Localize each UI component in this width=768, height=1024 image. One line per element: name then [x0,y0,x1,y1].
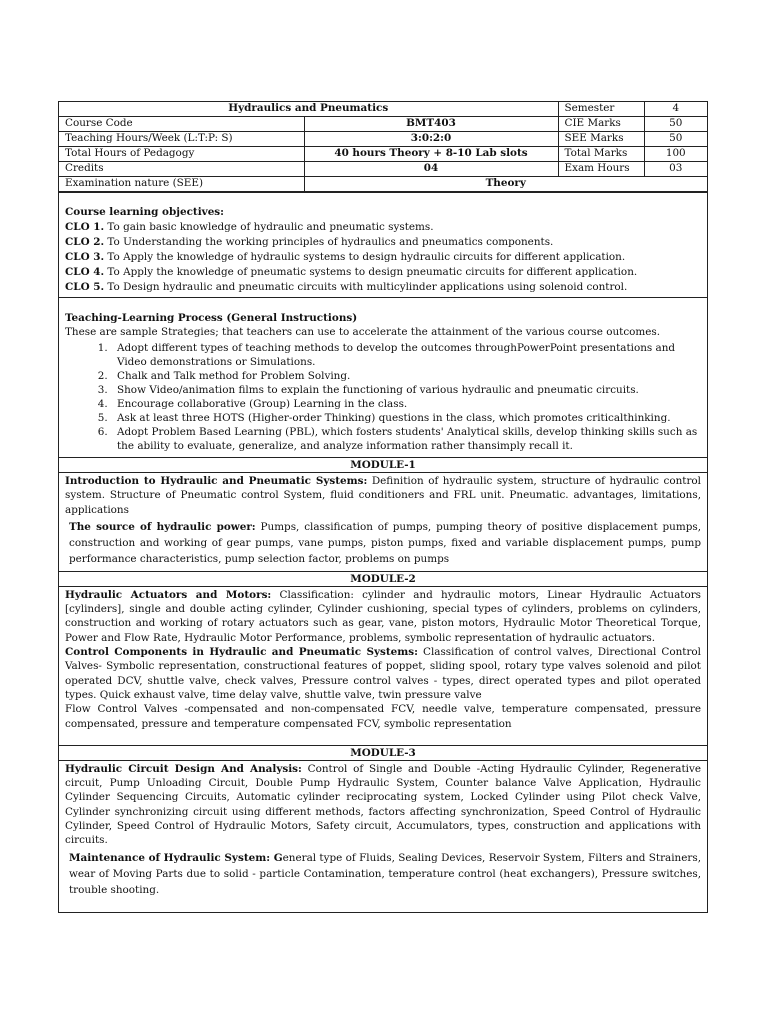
marks-label: Exam Hours [558,162,644,177]
topic-title: Maintenance of Hydraulic System: G [69,851,283,864]
teaching-heading: Teaching-Learning Process (General Instructions) [65,312,358,324]
marks-label: SEE Marks [558,132,644,147]
module-2-heading: MODULE-2 [59,571,707,586]
topic-title: Introduction to Hydraulic and Pneumatic Systems: [65,475,368,487]
syllabus-sheet [58,101,708,913]
marks-value: 03 [644,162,707,177]
topic-text: Definition of hydraulic system, structure of hydraulic control system. Structure of Pneumatic control System, fluid conditioners and FRL unit. Pneumatic. advantages, limitations, applications [65,475,701,516]
info-row [59,147,707,162]
topic-title: Hydraulic Circuit Design And Analysis: [65,762,302,775]
module-paragraph [65,588,701,645]
module-1-content [59,472,707,571]
info-label: Teaching Hours/Week (L:T:P: S) [59,132,304,147]
objective-code: CLO 3. [65,251,105,263]
course-objectives-section [59,192,707,297]
strategy-item: 4. Encourage collaborative (Group) Learning in the class. [111,397,701,411]
objective-item [65,235,701,250]
topic-title: The source of hydraulic power: [69,520,256,533]
info-label: Course Code [59,117,304,132]
exam-nature-value: Theory [304,177,707,192]
marks-label: CIE Marks [558,117,644,132]
semester-label: Semester [558,102,644,117]
course-info-table [59,102,707,192]
course-title: Hydraulics and Pneumatics [59,102,558,117]
module-3-heading: MODULE-3 [59,745,707,760]
exam-nature-row [59,177,707,192]
strategy-item: 6. Adopt Problem Based Learning (PBL), which fosters students' Analytical skills, develop thinking skills such as the ability to evaluate, generalize, and analyze information rather thansimply recall it. [111,425,701,453]
info-row [59,117,707,132]
objective-text: To gain basic knowledge of hydraulic and pneumatic systems. [104,221,434,233]
strategy-item: 3. Show Video/animation films to explain the functioning of various hydraulic and pneumatic circuits. [111,383,701,397]
module-paragraph [65,762,701,848]
module-paragraph [65,474,701,517]
exam-nature-label: Examination nature (SEE) [59,177,304,192]
module-2-content [59,586,707,745]
module-paragraph [65,850,701,898]
info-value: 3:0:2:0 [304,132,558,147]
topic-text: Pumps, classification of pumps, pumping theory of positive displacement pumps, construction and working of gear pumps, vane pumps, piston pumps, fixed and variable displacement pumps, pump performance characteristics, pump selection factor, problems on pumps [69,520,701,565]
marks-value: 50 [644,117,707,132]
semester-value: 4 [644,102,707,117]
info-label: Credits [59,162,304,177]
module-3-content [59,760,707,912]
objective-code: CLO 1. [65,221,105,233]
objective-text: To Apply the knowledge of hydraulic systems to design hydraulic circuits for different application. [104,251,626,263]
module-paragraph [65,519,701,567]
teaching-strategy-list [65,341,701,453]
info-row [59,132,707,147]
info-value: 04 [304,162,558,177]
info-value: BMT403 [304,117,558,132]
objective-item [65,265,701,280]
topic-text: Classification of control valves, Directional Control Valves- Symbolic representation, constructional features of poppet, sliding spool, rotary type valves solenoid and pilot operated DCV, shuttle valve, check valves, Pressure control valves - types, direct operated types and pilot operated types. Quick exhaust valve, time delay valve, shuttle valve, twin pressure valve [65,646,701,701]
objective-item [65,280,701,295]
strategy-item: 5. Ask at least three HOTS (Higher-order Thinking) questions in the class, which promotes criticalthinking. [111,411,701,425]
topic-text: eneral type of Fluids, Sealing Devices, Reservoir System, Filters and Strainers, wear of Moving Parts due to solid - particle Contamination, temperature control (heat exchangers), Pressure switches, trouble shooting. [69,851,701,896]
marks-label: Total Marks [558,147,644,162]
objective-code: CLO 2. [65,236,105,248]
objective-text: To Design hydraulic and pneumatic circuits with multicylinder applications using solenoid control. [104,281,628,293]
strategy-item: 1. Adopt different types of teaching methods to develop the outcomes throughPowerPoint presentations and Video demonstrations or Simulations. [111,341,701,369]
objective-text: To Understanding the working principles of hydraulics and pneumatics components. [104,236,554,248]
info-label: Total Hours of Pedagogy [59,147,304,162]
topic-text: Classification: cylinder and hydraulic motors, Linear Hydraulic Actuators [cylinders], single and double acting cylinder, Cylinder cushioning, special types of cylinders, problems on cylinders, construction and working of rotary actuators such as gear, vane, piston motors, Hydraulic Motor Theoretical Torque, Power and Flow Rate, Hydraulic Motor Performance, problems, symbolic representation of hydraulic actuators. [65,588,702,644]
teaching-intro: These are sample Strategies; that teachers can use to accelerate the attainment of the various course outcomes. [65,326,661,338]
module-1-heading: MODULE-1 [59,457,707,472]
topic-title: Hydraulic Actuators and Motors: [65,588,272,601]
info-value: 40 hours Theory + 8-10 Lab slots [304,147,558,162]
module-paragraph [65,702,701,731]
marks-value: 100 [644,147,707,162]
objectives-heading: Course learning objectives: [65,206,224,218]
topic-text: Control of Single and Double -Acting Hydraulic Cylinder, Regenerative circuit, Pump Unloading Circuit, Double Pump Hydraulic System, Counter balance Valve Application, Hydraulic Cylinder Sequencing Circuits, Automatic cylinder reciprocating system, Locked Cylinder using Pilot check Valve, Cylinder synchronizing circuit using different methods, factors affecting synchronization, Speed Control of Hydraulic Cylinder, Speed Control of Hydraulic Motors, Safety circuit, Accumulators, types, construction and applications with circuits. [65,762,701,847]
teaching-process-section [59,297,707,457]
title-row [59,102,707,117]
topic-title: Control Components in Hydraulic and Pneumatic Systems: [65,646,418,659]
module-paragraph [65,645,701,702]
objective-code: CLO 4. [65,266,105,278]
marks-value: 50 [644,132,707,147]
strategy-item: 2. Chalk and Talk method for Problem Solving. [111,369,701,383]
objective-code: CLO 5. [65,281,105,293]
info-row [59,162,707,177]
objective-text: To Apply the knowledge of pneumatic systems to design pneumatic circuits for different application. [104,266,638,278]
topic-text: Flow Control Valves -compensated and non-compensated FCV, needle valve, temperature compensated, pressure compensated, pressure and temperature compensated FCV, symbolic representation [65,703,701,730]
objective-item [65,220,701,235]
objective-item [65,250,701,265]
